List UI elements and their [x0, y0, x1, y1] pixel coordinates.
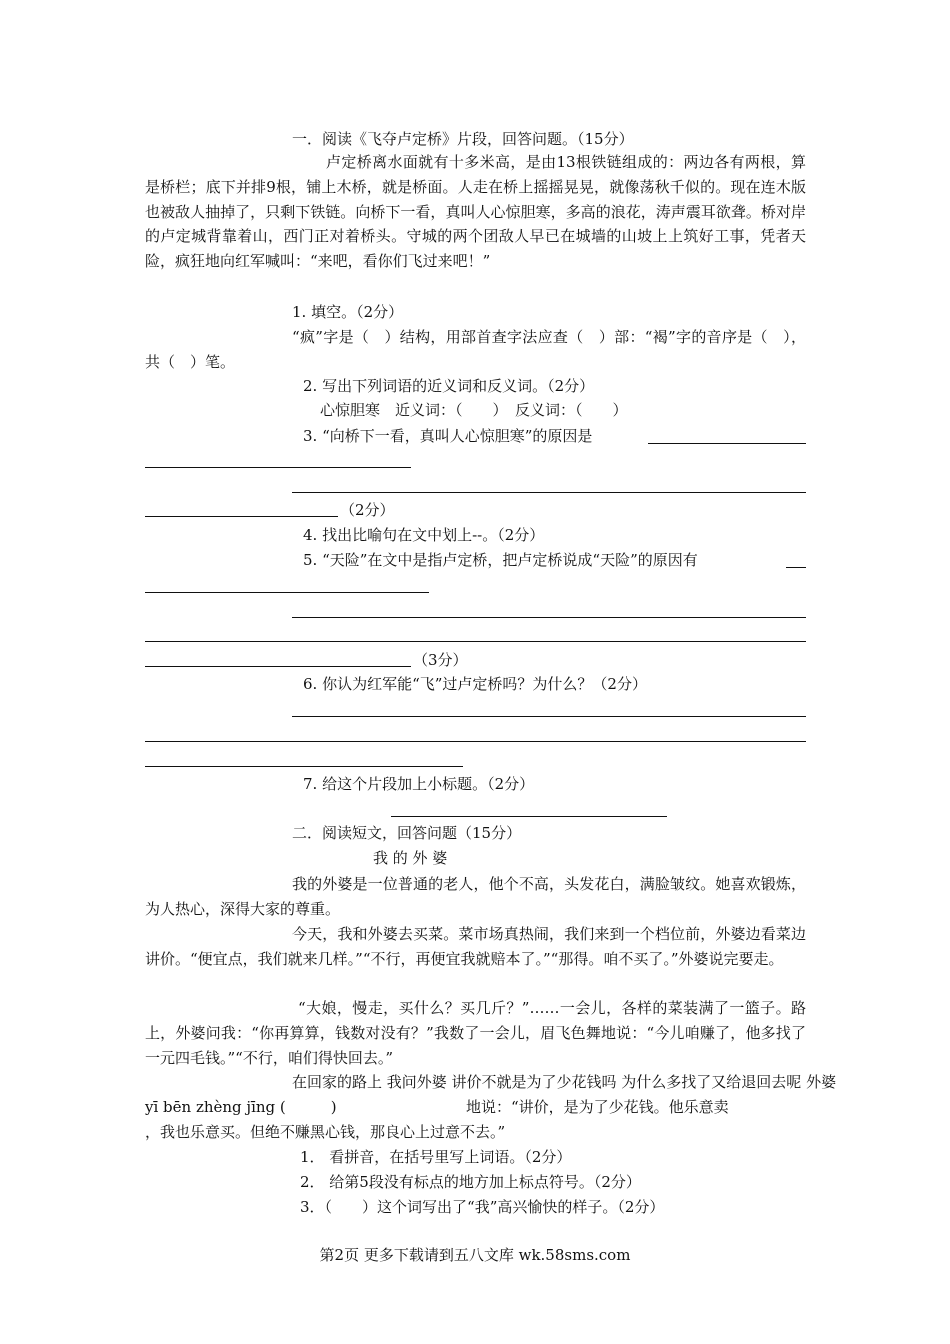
- pinyin-answer-bracket[interactable]: ( ): [279, 1098, 337, 1116]
- q2-title: 2. 写出下列词语的近义词和反义词。（2分）: [303, 377, 595, 395]
- story-paragraph-3: “大娘，慢走，买什么？买几斤？”……一会儿，各样的菜装满了一篮子。路上，外婆问我：“你再算算，钱数对没有？”我数了一会儿，眉飞色舞地说：“今儿咱赚了，他多找了一元四毛钱。”“不行，咱们得快回去。”: [145, 999, 806, 1067]
- answer-line: [145, 766, 463, 767]
- story-paragraph-4-line3: ，我也乐意买。但绝不赚黑心钱，那良心上过意不去。”: [145, 1123, 506, 1141]
- s2-q1: 1． 看拼音，在括号里写上词语。（2分）: [300, 1148, 572, 1166]
- story-paragraph-4-pinyin: yī bēn zhèng jīng: [145, 1098, 276, 1116]
- page-footer: 第2页 更多下载请到五八文库 wk.58sms.com: [319, 1246, 631, 1264]
- answer-line: [145, 666, 411, 667]
- answer-line: [292, 716, 806, 717]
- q5-text: 5. “天险”在文中是指卢定桥，把卢定桥说成“天险”的原因有: [303, 551, 698, 569]
- section1-heading: 一．阅读《飞夺卢定桥》片段，回答问题。（15分）: [292, 130, 634, 148]
- answer-line: [145, 516, 338, 517]
- story-paragraph-4-rest: [466, 1096, 729, 1118]
- section2-heading: 二．阅读短文，回答问题（15分）: [292, 824, 522, 842]
- answer-line: [391, 816, 667, 817]
- story-paragraph-4-start: 在回家的路上 我问外婆 讲价不就是为了少花钱吗 为什么多找了又给退回去呢 外婆: [292, 1073, 837, 1091]
- story-paragraph-4-line2: [145, 1096, 337, 1118]
- q4-text: 4. 找出比喻句在文中划上--。（2分）: [303, 526, 545, 544]
- q3-text: 3. “向桥下一看，真叫人心惊胆寒”的原因是: [303, 427, 593, 445]
- q6-text: 6. 你认为红军能“飞”过卢定桥吗？为什么？（2分）: [303, 675, 647, 693]
- section1-passage: 卢定桥离水面就有十多米高，是由13根铁链组成的：两边各有两根，算是桥栏；底下并排9根，铺上木桥，就是桥面。人走在桥上摇摇晃晃，就像荡秋千似的。现在连木版也被敌人抽掉了，只剩下铁链。向桥下一看，真叫人心惊胆寒，多高的浪花，涛声震耳欲聋。桥对岸的卢定城背靠着山，西门正对着桥头。守城的两个团敌人早已在城墙的山坡上上筑好工事，凭者天险，疯狂地向红军喊叫：“来吧，看你们飞过来吧！”: [145, 153, 806, 271]
- answer-line: [145, 741, 806, 742]
- answer-line: [648, 443, 806, 444]
- story-paragraph-2: 今天，我和外婆去买菜。菜市场真热闹，我们来到一个档位前，外婆边看菜边讲价。“便宜点，我们就来几样。”“不行，再便宜我就赔本了。”“那得。咱不买了。”外婆说完要走。: [145, 925, 806, 968]
- s2-q2: 2． 给第5段没有标点的地方加上标点符号。（2分）: [300, 1173, 641, 1191]
- story-paragraph-1: 我的外婆是一位普通的老人，他个不高，头发花白，满脸皱纹。她喜欢锻炼，为人热心，深得大家的尊重。: [145, 875, 806, 918]
- q3-score: （2分）: [340, 501, 395, 519]
- answer-line: [145, 641, 806, 642]
- q2-line: 心惊胆寒 近义词：（ ） 反义词：（ ）: [320, 401, 628, 419]
- answer-line: [292, 492, 806, 493]
- answer-line: [145, 592, 429, 593]
- q5-score: （3分）: [413, 651, 468, 669]
- story-title: 我 的 外 婆: [373, 849, 448, 867]
- q7-text: 7. 给这个片段加上小标题。（2分）: [303, 775, 535, 793]
- answer-line: [786, 567, 806, 568]
- q1-title: 1. 填空。（2分）: [292, 303, 404, 321]
- q1-text: “疯”字是（ ）结构，用部首查字法应查（ ）部：“褐”字的音序是（ ），共（ ）笔。: [145, 328, 806, 371]
- answer-line: [145, 467, 411, 468]
- s2-q3: 3．（ ）这个词写出了“我”高兴愉快的样子。（2分）: [300, 1198, 665, 1216]
- story-paragraph-4-text: 地说：“讲价，是为了少花钱。他乐意卖: [466, 1098, 729, 1116]
- answer-line: [292, 617, 806, 618]
